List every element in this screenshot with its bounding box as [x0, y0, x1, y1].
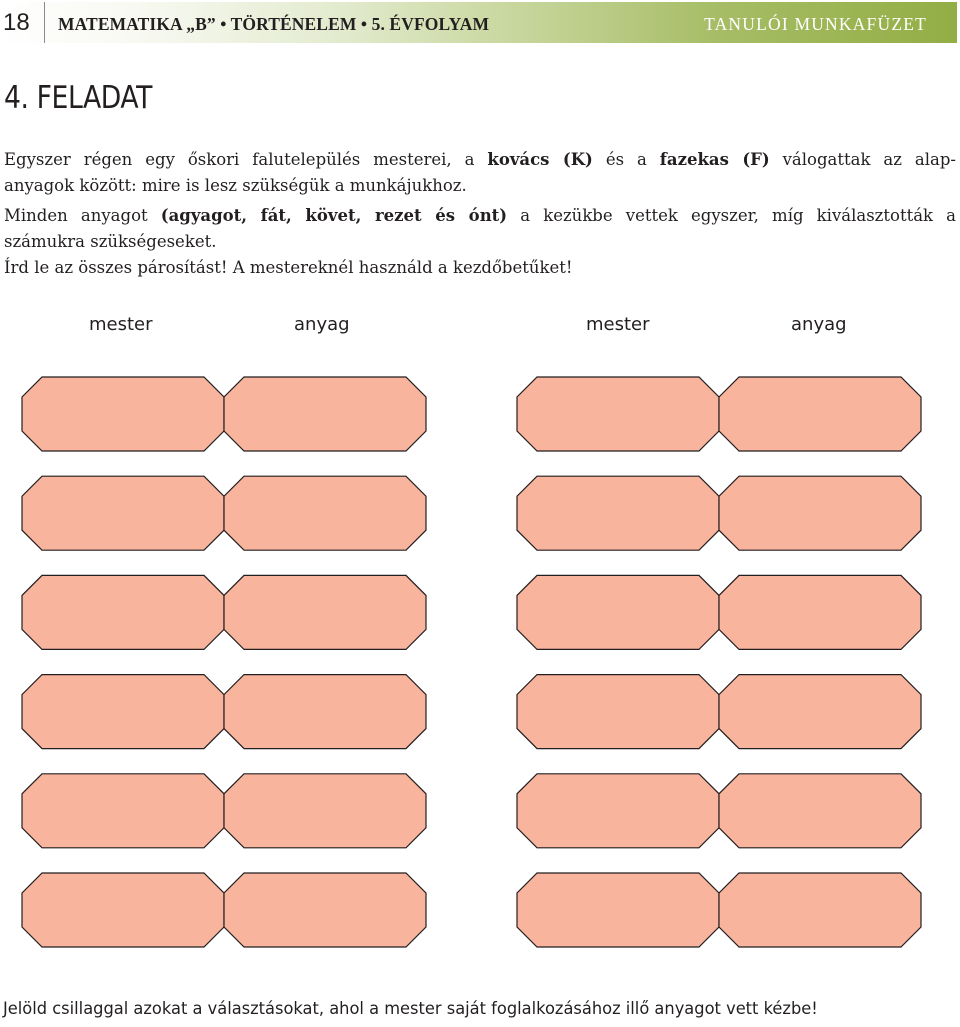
bold-text-smith: kovács (K) [487, 150, 593, 169]
header-title: MATEMATIKA „B” • TÖRTÉNELEM • 5. ÉVFOLYAM [58, 14, 490, 34]
right-material-box-3[interactable] [719, 575, 921, 649]
left-material-box-1[interactable] [224, 377, 426, 451]
footer-instruction: Jelöld csillaggal azokat a választásokat, ahol a mester saját foglalkozásához illő anyagot vett kézbe! [3, 999, 818, 1018]
right-master-box-4[interactable] [517, 675, 719, 749]
column-label-right-material: anyag [791, 314, 847, 335]
header-workbook-label: TANULÓI MUNKAFÜZET [704, 14, 927, 34]
left-master-box-3[interactable] [22, 575, 224, 649]
right-master-box-6[interactable] [517, 873, 719, 947]
left-material-box-5[interactable] [224, 774, 426, 848]
left-material-box-3[interactable] [224, 575, 426, 649]
right-material-box-2[interactable] [719, 476, 921, 550]
left-master-box-5[interactable] [22, 774, 224, 848]
task-paragraph-1-line-2: anyagok között: mire is lesz szükségük a munkájukhoz. [4, 176, 467, 195]
task-paragraph-3-line-1: Írd le az összes párosítást! A mestereknél használd a kezdőbetűket! [4, 258, 573, 277]
left-master-box-2[interactable] [22, 476, 224, 550]
text-run: Egyszer régen egy őskori falutelepülés mesterei, a [4, 150, 488, 169]
left-master-box-6[interactable] [22, 873, 224, 947]
right-material-box-5[interactable] [719, 774, 921, 848]
left-material-box-2[interactable] [224, 476, 426, 550]
text-run: Minden anyagot [4, 206, 161, 225]
column-label-left-material: anyag [294, 314, 350, 335]
right-material-box-4[interactable] [719, 675, 921, 749]
right-master-box-1[interactable] [517, 377, 719, 451]
text-run: a kezükbe vettek egyszer, míg kiválasztották a [507, 206, 957, 225]
left-master-box-1[interactable] [22, 377, 224, 451]
right-master-box-2[interactable] [517, 476, 719, 550]
column-label-right-master: mester [586, 314, 650, 335]
task-paragraph-2-line-2: számukra szükségeseket. [4, 232, 217, 251]
right-material-box-6[interactable] [719, 873, 921, 947]
right-master-box-3[interactable] [517, 575, 719, 649]
column-label-left-master: mester [89, 314, 153, 335]
task-title: 4. FELADAT [4, 80, 153, 116]
text-run: és a [592, 150, 660, 169]
bold-text-potter: fazekas (F) [659, 150, 770, 169]
left-material-box-6[interactable] [224, 873, 426, 947]
right-material-box-1[interactable] [719, 377, 921, 451]
page-number: 18 [3, 9, 30, 36]
right-master-box-5[interactable] [517, 774, 719, 848]
left-master-box-4[interactable] [22, 675, 224, 749]
bold-text-materials: (agyagot, fát, követ, rezet és ónt) [160, 206, 508, 225]
text-run: válogattak az alap- [769, 150, 956, 169]
left-material-box-4[interactable] [224, 675, 426, 749]
